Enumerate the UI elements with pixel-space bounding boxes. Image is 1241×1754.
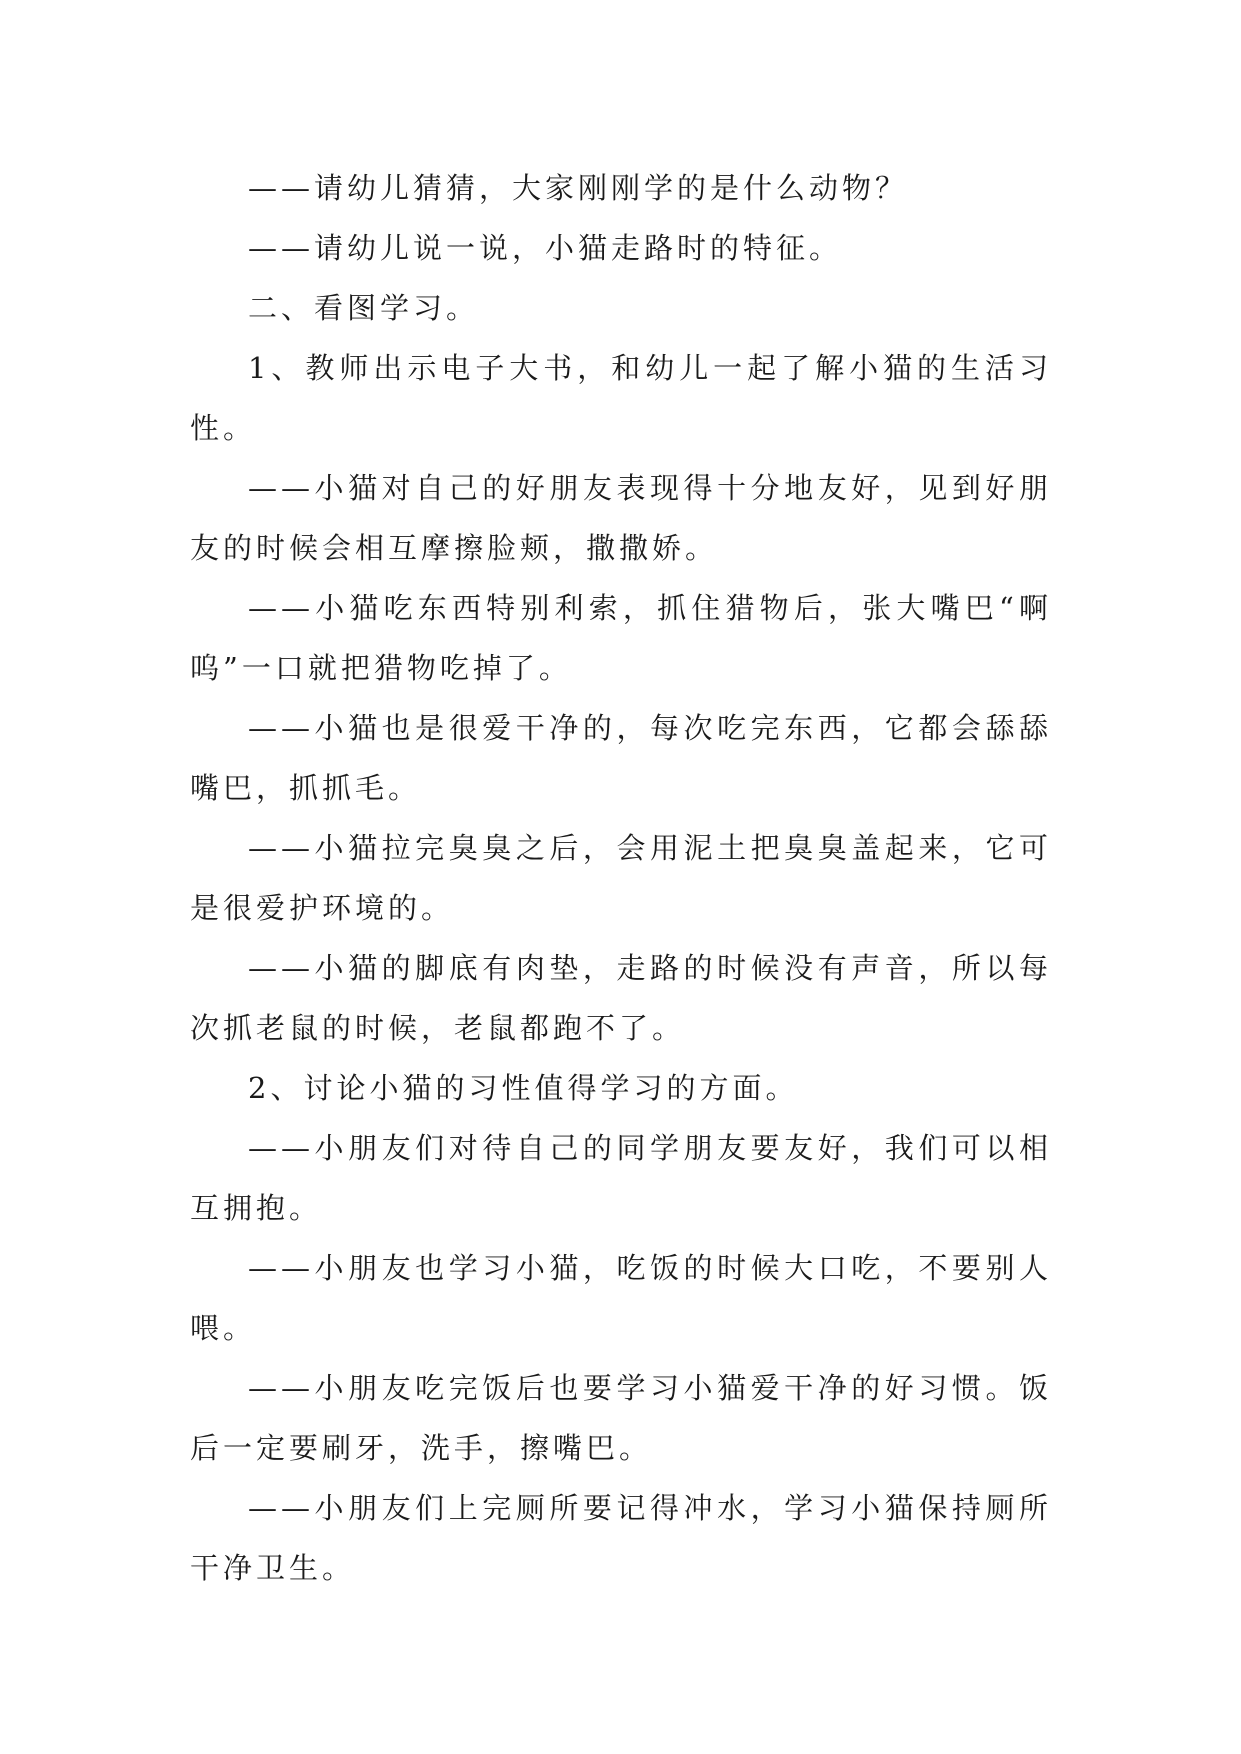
paragraph: 2、讨论小猫的习性值得学习的方面。	[248, 1071, 799, 1105]
paragraph: ——小朋友吃完饭后也要学习小猫爱干净的好习惯。饭后一定要刷牙，洗手，擦嘴巴。	[190, 1371, 1052, 1465]
paragraph: ——小猫吃东西特别利索，抓住猎物后，张大嘴巴“啊呜”一口就把猎物吃掉了。	[190, 591, 1052, 685]
paragraph: ——请幼儿说一说，小猫走路时的特征。	[248, 231, 843, 265]
paragraph: ——小朋友也学习小猫，吃饭的时候大口吃，不要别人喂。	[190, 1251, 1052, 1345]
section-heading: 二、看图学习。	[248, 291, 480, 325]
paragraph: ——小朋友们对待自己的同学朋友要友好，我们可以相互拥抱。	[190, 1131, 1052, 1225]
paragraph: 1、教师出示电子大书，和幼儿一起了解小猫的生活习性。	[190, 351, 1052, 445]
paragraph: ——请幼儿猜猜，大家刚刚学的是什么动物？	[248, 171, 909, 205]
paragraph: ——小猫也是很爱干净的，每次吃完东西，它都会舔舔嘴巴，抓抓毛。	[190, 711, 1052, 805]
paragraph: ——小猫对自己的好朋友表现得十分地友好，见到好朋友的时候会相互摩擦脸颊，撒撒娇。	[190, 471, 1052, 565]
document-body	[190, 158, 1052, 1598]
paragraph: ——小猫的脚底有肉垫，走路的时候没有声音，所以每次抓老鼠的时候，老鼠都跑不了。	[190, 951, 1052, 1045]
paragraph: ——小猫拉完臭臭之后，会用泥土把臭臭盖起来，它可是很爱护环境的。	[190, 831, 1052, 925]
paragraph: ——小朋友们上完厕所要记得冲水，学习小猫保持厕所干净卫生。	[190, 1491, 1052, 1585]
